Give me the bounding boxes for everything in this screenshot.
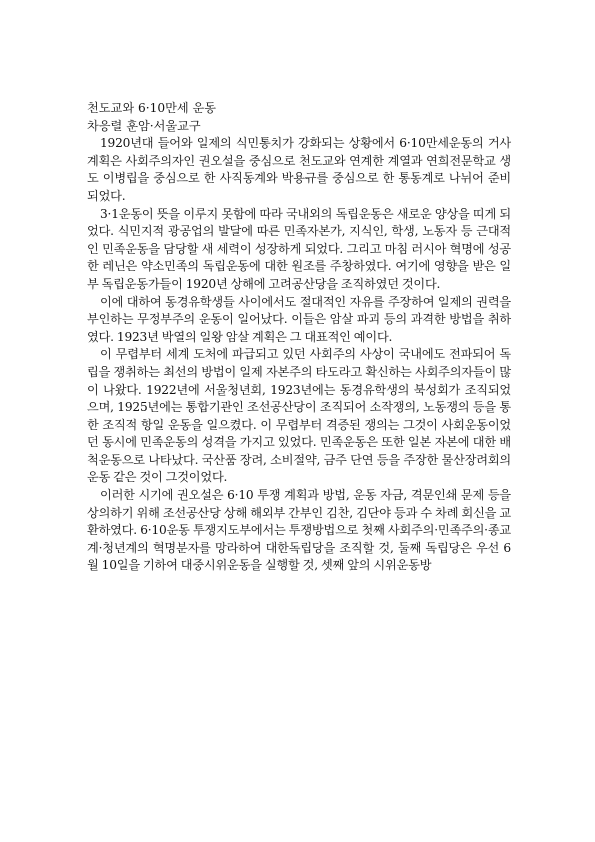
paragraph-2: 3·1운동이 뜻을 이루지 못함에 따라 국내외의 독립운동은 새로운 양상을 띠게 되었다. 식민지적 광공업의 발달에 따른 민족자본가, 지식인, 학생, 노동자 등 근대적인 민족운동을 담당할 새 세력이 성장하게 되었다. 그리고 마침 러시아 혁명에 성공한 레닌은 약소민족의 독립운동에 대한 원조를 주창하였다. 여기에 영향을 받은 일부 독립운동가들이 1920년 상해에 고려공산당을 조직하였던 것이다. <box>87 206 511 291</box>
document-title: 천도교와 6·10만세 운동 <box>87 101 217 115</box>
author-line: 차응렬 훈암·서울교구 <box>87 118 201 133</box>
paragraph-1: 1920년대 들어와 일제의 식민통치가 강화되는 상황에서 6·10만세운동의 거사 계획은 사회주의자인 권오설을 중심으로 천도교와 연계한 계열과 연희전문학교 생도 이병립을 중심으로 한 사직동계와 박용규를 중심으로 한 통동계로 나뉘어 준비되었다. <box>87 136 511 203</box>
paragraph-3: 이에 대하여 동경유학생들 사이에서도 절대적인 자유를 주장하여 일제의 권력을 부인하는 무정부주의 운동이 일어났다. 이들은 암살 파괴 등의 과격한 방법을 취하였다. 1923년 박열의 일왕 암살 계획은 그 대표적인 예이다. <box>87 294 511 344</box>
document-page <box>87 100 511 575</box>
paragraph-4: 이 무렵부터 세계 도처에 파급되고 있던 사회주의 사상이 국내에도 전파되어 독립을 쟁취하는 최선의 방법이 일제 자본주의 타도라고 확신하는 사회주의자들이 많이 나왔다. 1922년에 서울청년회, 1923년에는 동경유학생의 북성회가 조직되었으며, 1925년에는 통합기관인 조선공산당이 조직되어 소작쟁의, 노동쟁의 등을 통한 조직적 항일 운동을 일으켰다. 이 무렵부터 격증된 쟁의는 그것이 사회운동이었던 동시에 민족운동의 성격을 가지고 있었다. 민족운동은 또한 일본 자본에 대한 배척운동으로 나타났다. 국산품 장려, 소비절약, 금주 단연 등을 주장한 물산장려회의 운동 같은 것이 그것이었다. <box>87 347 511 485</box>
paragraph-5: 이러한 시기에 권오설은 6·10 투쟁 계획과 방법, 운동 자금, 격문인쇄 문제 등을 상의하기 위해 조선공산당 상해 해외부 간부인 김찬, 김단야 등과 수 차례 회신을 교환하였다. 6·10운동 투쟁지도부에서는 투쟁방법으로 첫째 사회주의·민족주의·종교계·청년계의 혁명분자를 망라하여 대한독립당을 조직할 것, 둘째 독립당은 우선 6월 10일을 기하여 대중시위운동을 실행할 것, 셋째 앞의 시위운동방 <box>87 488 511 573</box>
